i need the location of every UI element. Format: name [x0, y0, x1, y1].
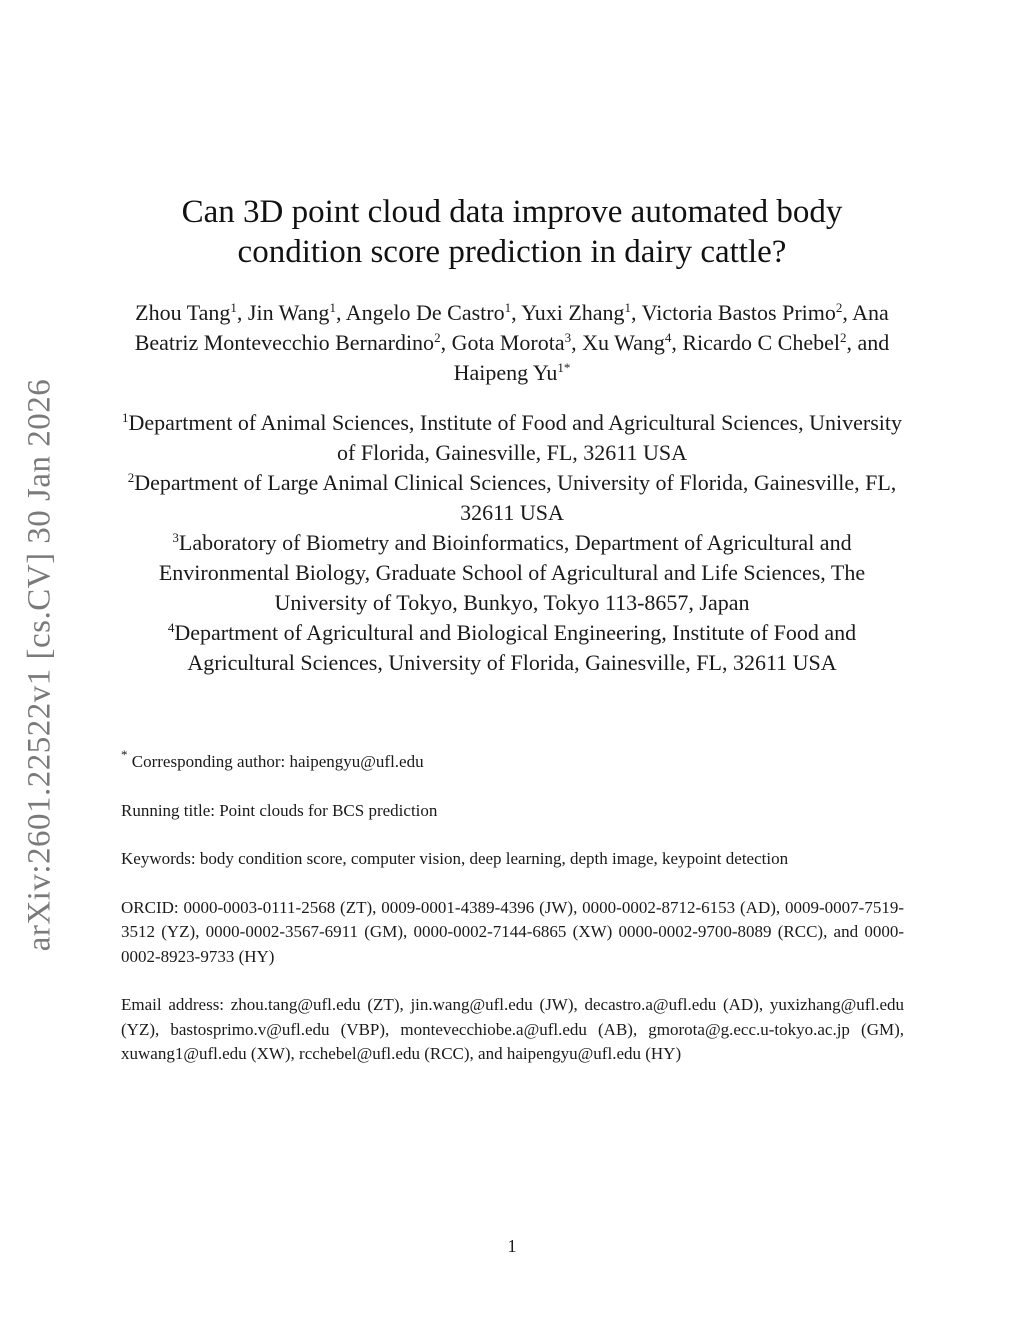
author-affiliation-mark: 4 [664, 330, 672, 345]
affiliation-text: Laboratory of Biometry and Bioinformatics, Department of Agricultural and Environmental Biology, Graduate School of Agricultural and Life Sciences, The University of Tokyo, Bunkyo, Tokyo 113-8657, Japan [158, 530, 866, 615]
page-number: 1 [507, 1236, 517, 1256]
author-name: Haipeng Yu [453, 360, 558, 385]
author-affiliation-mark: 2 [434, 330, 441, 345]
author-affiliation-mark: 1 [329, 300, 336, 315]
orcid-list: ORCID: 0000-0003-0111-2568 (ZT), 0009-0001-4389-4396 (JW), 0000-0002-8712-6153 (AD), 0009-0007-7519-3512 (YZ), 0000-0002-3567-6911 (GM), 0000-0002-7144-6865 (XW) 0000-0002-9700-8089 (RCC), and 0000-0002-8923-9733 (HY) [121, 897, 904, 966]
affiliation-number: 3 [172, 530, 179, 545]
email-addresses: Email address: zhou.tang@ufl.edu (ZT), jin.wang@ufl.edu (JW), decastro.a@ufl.edu (AD), yuxizhang@ufl.edu (YZ), bastosprimo.v@ufl.edu (VBP), montevecchiobe.a@ufl.edu (AB), gmorota@g.ecc.u-tokyo.ac.jp (GM), xuwang1@ufl.edu (XW), rcchebel@ufl.edu (RCC), and haipengyu@ufl.edu (HY) [121, 995, 904, 1063]
author-affiliation-mark: 1 [624, 300, 632, 315]
keywords: Keywords: body condition score, computer vision, deep learning, depth image, keypoint detection [121, 849, 789, 868]
author-affiliation-mark: 1 [230, 300, 237, 315]
paper-title [0, 192, 1024, 272]
affiliation-number: 4 [167, 620, 175, 635]
author-name: Victoria Bastos Primo [641, 300, 836, 325]
affiliation-text: Department of Large Animal Clinical Sciences, University of Florida, Gainesville, FL, 32611 USA [134, 470, 897, 525]
affiliation-list [112, 408, 912, 678]
author-separator: , [631, 300, 642, 325]
author-separator: , [440, 330, 452, 355]
author-separator: , [671, 330, 683, 355]
affiliation-text: Department of Agricultural and Biological Engineering, Institute of Food and Agricultural Sciences, University of Florida, Gainesville, FL, 32611 USA [174, 620, 857, 675]
author-separator: , [842, 300, 853, 325]
title-line-1: Can 3D point cloud data improve automated body [181, 194, 843, 230]
author-name: Ricardo C Chebel [682, 330, 840, 355]
corresponding-author-text: Corresponding author: haipengyu@ufl.edu [131, 752, 424, 771]
affiliation-item [112, 618, 912, 678]
affiliation-number: 2 [127, 470, 135, 485]
front-matter [121, 747, 904, 1091]
author-name: Jin Wang [247, 300, 330, 325]
author-separator: , and [846, 330, 890, 355]
affiliation-item [112, 528, 912, 618]
author-separator: , [511, 300, 522, 325]
author-affiliation-mark: 3 [564, 330, 572, 345]
author-name: Gota Morota [451, 330, 565, 355]
corresponding-author-note [121, 747, 904, 775]
author-name: Yuxi Zhang [521, 300, 625, 325]
author-affiliation-mark: 2 [840, 330, 847, 345]
author-affiliation-mark: 1 [504, 300, 512, 315]
running-title: Running title: Point clouds for BCS prediction [121, 800, 438, 820]
author-list [112, 298, 912, 388]
affiliation-item [112, 408, 912, 468]
corresponding-mark: * [121, 747, 128, 762]
affiliation-number: 1 [122, 410, 129, 425]
author-name: Ana Beatriz Montevecchio Bernardino [134, 300, 889, 355]
author-separator: , [571, 330, 583, 355]
author-name: Xu Wang [582, 330, 665, 355]
affiliation-text: Department of Animal Sciences, Institute of Food and Agricultural Sciences, University of Florida, Gainesville, FL, 32611 USA [128, 410, 902, 465]
author-name: Zhou Tang [135, 300, 231, 325]
title-line-2: condition score prediction in dairy cattle? [237, 234, 787, 270]
arxiv-identifier-stamp: arXiv:2601.22522v1 [cs.CV] 30 Jan 2026 [21, 378, 58, 952]
author-name: Angelo De Castro [345, 300, 505, 325]
affiliation-item [112, 468, 912, 528]
author-affiliation-mark: 1* [557, 360, 571, 375]
author-affiliation-mark: 2 [835, 300, 843, 315]
author-separator: , [236, 300, 248, 325]
author-separator: , [335, 300, 346, 325]
